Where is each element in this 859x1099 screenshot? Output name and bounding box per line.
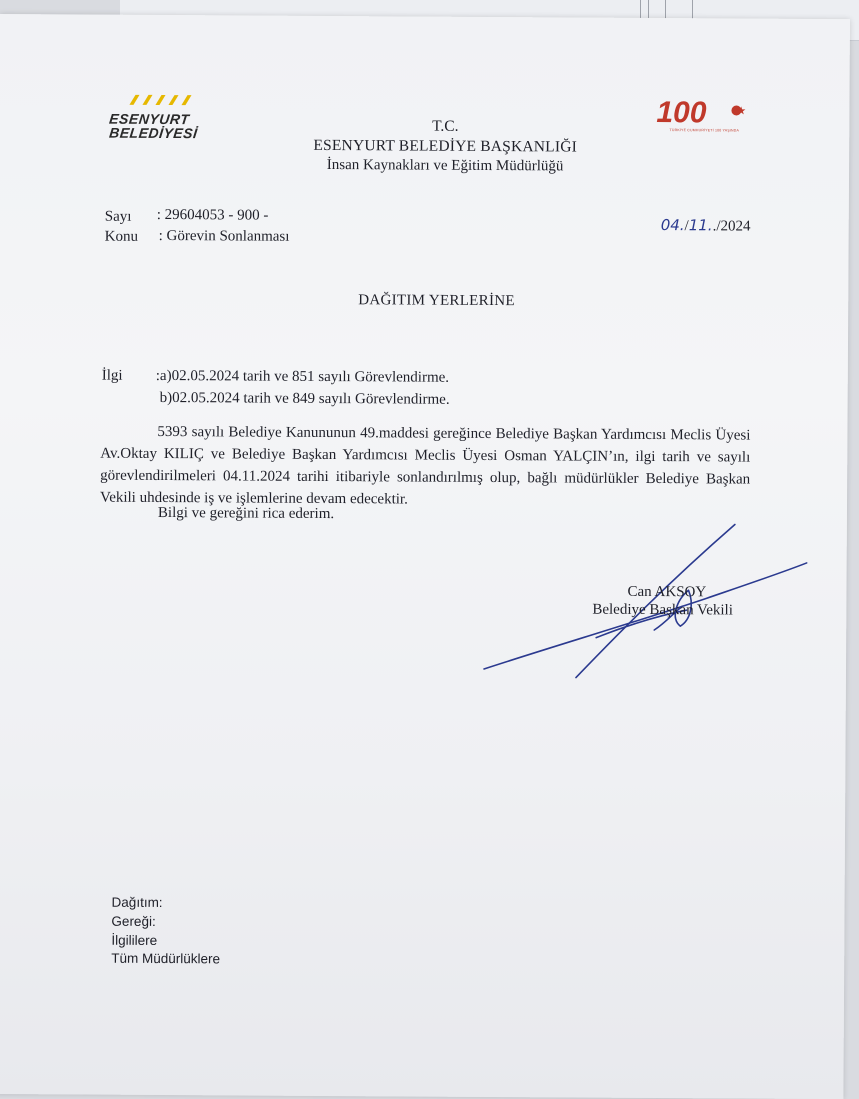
header-department: İnsan Kaynakları ve Eğitim Müdürlüğü — [326, 156, 564, 175]
document-page — [0, 14, 850, 1099]
distribution-label: Dağıtım: — [111, 894, 163, 911]
konu-label: Konu — [104, 228, 139, 245]
ilgi-label: İlgi — [101, 367, 123, 384]
republic-100-logo — [654, 94, 754, 137]
logo-text-line2: BELEDİYESİ — [108, 124, 199, 142]
turkish-100-emblem-icon — [654, 94, 754, 129]
closing-line: Bilgi ve gereğini rica ederim. — [157, 504, 335, 523]
document-title: DAĞITIM YERLERİNE — [358, 292, 515, 310]
signatory-title: Belediye Başkan Vekili — [592, 601, 733, 619]
date-year: ./2024 — [712, 218, 751, 235]
date-day-handwritten: 04. — [660, 216, 685, 235]
logo-text-line1: ESENYURT — [108, 110, 191, 128]
header-municipality: ESENYURT BELEDİYE BAŞKANLIĞI — [313, 136, 578, 156]
header-tc: T.C. — [432, 117, 459, 135]
sayi-label: Sayı — [104, 208, 132, 225]
date-month-handwritten: 11. — [688, 216, 713, 235]
logo-stripes-icon — [123, 93, 203, 107]
distribution-geregi: Gereği: — [111, 913, 156, 929]
distribution-tum-mudurlukler: Tüm Müdürlüklere — [111, 950, 221, 967]
ilgi-item-a: :a)02.05.2024 tarih ve 851 sayılı Görevlendirme. — [155, 367, 450, 386]
sayi-value: : 29604053 - 900 - — [156, 206, 269, 224]
document-date — [661, 216, 751, 236]
esenyurt-logo — [109, 93, 229, 144]
signatory-name: Can AKSOY — [627, 583, 707, 601]
distribution-ilgililere: İlgililere — [111, 932, 158, 948]
ilgi-item-b: b)02.05.2024 tarih ve 849 sayılı Görevlendirme. — [159, 389, 450, 408]
date-separator: / — [684, 218, 689, 235]
body-paragraph: 5393 sayılı Belediye Kanununun 49.maddesi gereğince Belediye Başkan Yardımcısı Meclis Üyesi Av.Oktay KILIÇ ve Belediye Başkan Yardımcısı Meclis Üyesi Osman YALÇIN’ın, ilgi tarih ve sayılı görevlendirilmeleri 04.11.2024 tarihi itibariyle sonlandırılmış olup, bağlı müdürlükler Belediye Başkan Vekili uhdesinde iş ve işlemlerine devam edecektir. — [99, 423, 751, 508]
logo-100-subtext: TÜRKİYE CUMHURİYETİ 100 YAŞINDA — [669, 128, 740, 133]
logo-100-text: 100 — [656, 96, 707, 129]
konu-value: : Görevin Sonlanması — [158, 227, 290, 245]
